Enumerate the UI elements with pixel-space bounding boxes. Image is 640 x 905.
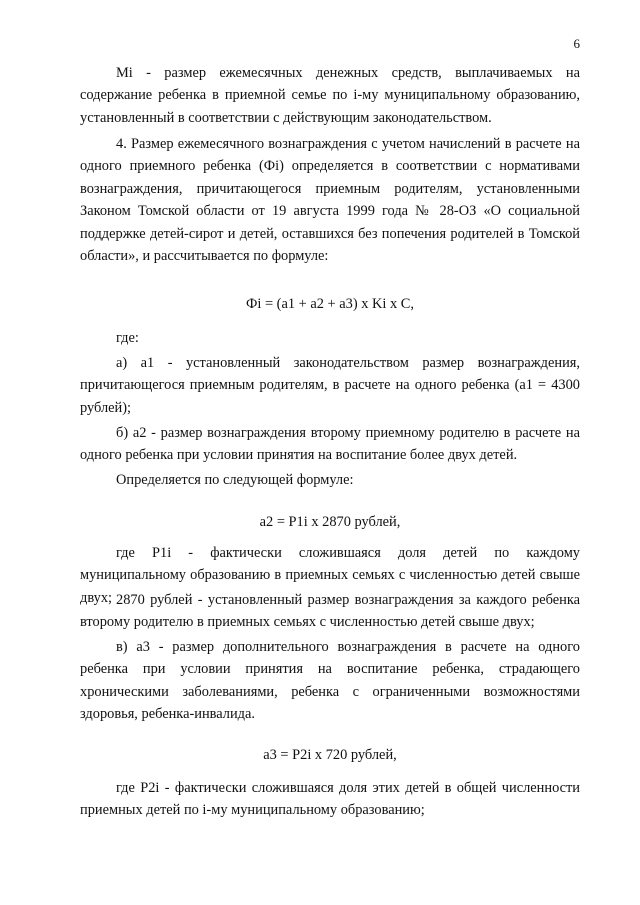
formula-fi: Фi = (а1 + а2 + а3) х Ki х С, [245,296,414,312]
paragraph-mi-definition: Mi - размер ежемесячных денежных средств, выплачиваемых на содержание ребенка в приемной семье по i-му муниципальному образованию, установленный в соответствии с действующим законодательством. [80,65,580,126]
paragraph-determined: Определяется по следующей формуле: [116,472,354,488]
paragraph-a1: а) а1 - установленный законодательством размер вознаграждения, причитающегося приемным родителям, в расчете на одного ребенка (а1 = 4300 рублей); [80,355,580,416]
paragraph-p1i: где P1i - фактически сложившаяся доля детей по каждому муниципальному образованию в приемных семьях с численностью детей свыше двух; [80,545,580,606]
formula-a3: а3 = P2i х 720 рублей, [263,747,397,763]
paragraph-item-4: 4. Размер ежемесячного вознаграждения с учетом начислений в расчете на одного приемного ребенка (Фi) определяется в соответствии с нормативами вознаграждения, причитающегося приемным родителям, установленными Законом Томской области от 19 августа 1999 года № 28-ОЗ «О социальной поддержке детей-сирот и детей, оставшихся без попечения родителей в Томской области», и рассчитывается по формуле: [80,136,580,265]
paragraph-p2i: где P2i - фактически сложившаяся доля этих детей в общей численности приемных детей по i-му муниципальному образованию; [80,780,580,819]
paragraph-2870: 2870 рублей - установленный размер вознаграждения за каждого ребенка второму родителю в приемных семьях с численностью детей свыше двух; [80,592,580,631]
paragraph-a2: б) а2 - размер вознаграждения второму приемному родителю в расчете на одного ребенка при условии принятия на воспитание более двух детей. [80,425,580,464]
formula-a2: а2 = P1i х 2870 рублей, [259,514,401,530]
paragraph-where: где: [116,330,139,346]
paragraph-a3: в) а3 - размер дополнительного вознаграждения в расчете на одного ребенка при условии принятия на воспитание ребенка, страдающего хроническими заболеваниями, ребенка с ограниченными возможностями здоровья, ребенка-инвалида. [80,639,580,723]
page-number: 6 [573,36,580,51]
